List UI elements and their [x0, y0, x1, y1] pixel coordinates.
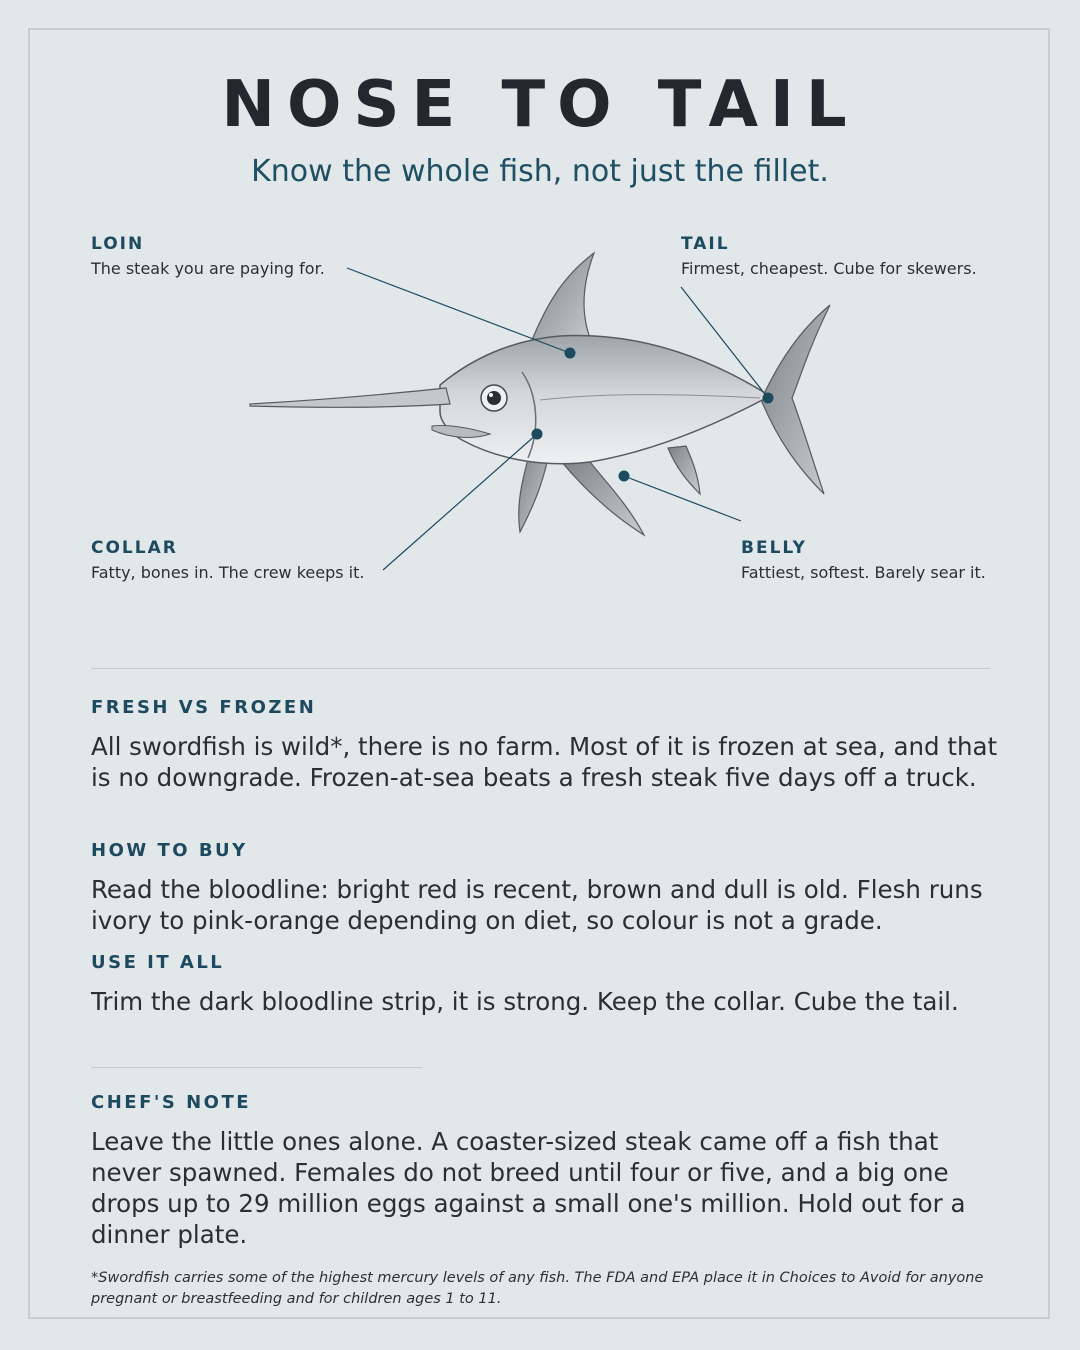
loin-marker [565, 348, 576, 359]
use-it-all-body: Trim the dark bloodline strip, it is strong. Keep the collar. Cube the tail. [91, 987, 959, 1016]
page-subtitle: Know the whole fish, not just the fillet. [251, 154, 829, 189]
chefs-note-body: Leave the little ones alone. A coaster-sized steak came off a fish that never spawned. Females do not breed until four or five, and a big one drops up to 29 million eggs against a small one's million. Hold out for a dinner plate. [91, 1127, 966, 1249]
belly-marker [619, 471, 630, 482]
loin-description: The steak you are paying for. [91, 259, 325, 278]
section-divider [91, 668, 990, 669]
belly-label: BELLY [741, 538, 807, 558]
tail-description: Firmest, cheapest. Cube for skewers. [681, 259, 977, 278]
use-it-all-heading: USE IT ALL [91, 952, 225, 973]
swordfish-illustration [250, 253, 830, 535]
tail-marker [763, 393, 774, 404]
collar-marker [532, 429, 543, 440]
mercury-footnote: *Swordfish carries some of the highest mercury levels of any fish. The FDA and EPA place it in Choices to Avoid for anyone pregnant or breastfeeding and for children ages 1 to 11. [91, 1270, 984, 1307]
fresh-vs-frozen-heading: FRESH VS FROZEN [91, 697, 317, 718]
how-to-buy-body: Read the bloodline: bright red is recent, brown and dull is old. Flesh runs ivory to pink-orange depending on diet, so colour is not a grade. [91, 875, 983, 935]
short-divider [91, 1067, 422, 1068]
fresh-vs-frozen-body: All swordfish is wild*, there is no farm. Most of it is frozen at sea, and that is no downgrade. Frozen-at-sea beats a fresh steak five days off a truck. [91, 732, 998, 792]
page-title: NOSE TO TAIL [221, 68, 859, 142]
tail-label: TAIL [681, 234, 730, 254]
loin-label: LOIN [91, 234, 145, 254]
chefs-note-heading: CHEF'S NOTE [91, 1092, 252, 1113]
swordfish-diagram [0, 0, 1080, 620]
how-to-buy-heading: HOW TO BUY [91, 840, 248, 861]
collar-label: COLLAR [91, 538, 178, 558]
belly-description: Fattiest, softest. Barely sear it. [741, 563, 986, 582]
collar-description: Fatty, bones in. The crew keeps it. [91, 563, 365, 582]
